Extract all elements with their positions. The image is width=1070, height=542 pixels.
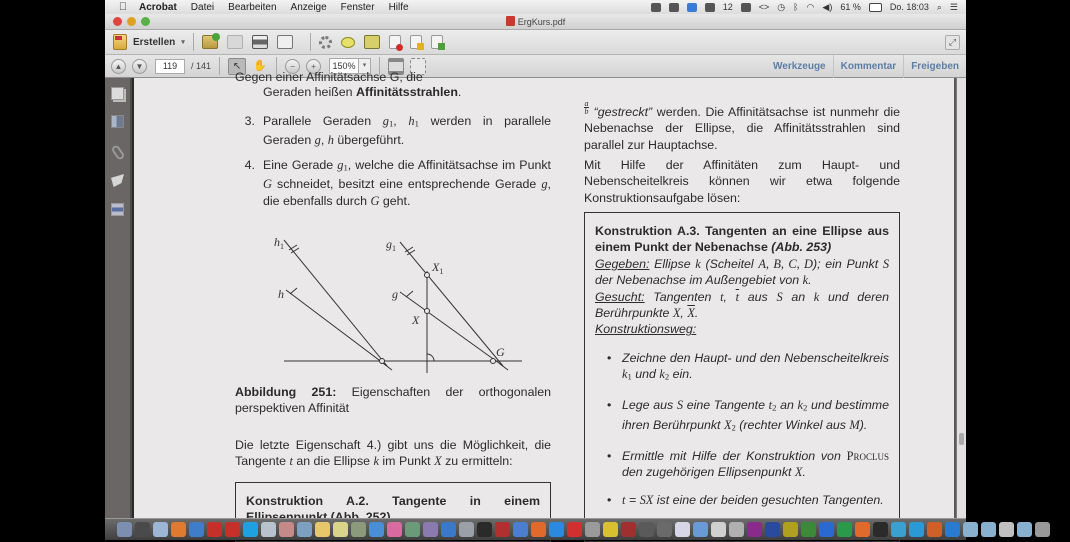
create-pdf-icon [113, 34, 127, 50]
task-pane-links [766, 55, 966, 78]
sought-line [595, 289, 889, 322]
attachments-icon[interactable] [110, 144, 125, 161]
list-number: 3. [244, 114, 255, 128]
dock-app-icon[interactable] [621, 522, 636, 537]
document-view[interactable] [134, 70, 956, 518]
list-item-4 [235, 157, 551, 209]
toolbar-divider [219, 57, 220, 75]
text: . [457, 85, 462, 99]
dock-app-icon[interactable] [279, 522, 294, 537]
next-page-button[interactable]: ▼ [132, 59, 147, 74]
open-file-icon[interactable] [202, 35, 218, 49]
dock-app-icon[interactable] [729, 522, 744, 537]
dock-app-icon[interactable] [765, 522, 780, 537]
dock-app-icon[interactable] [243, 522, 258, 537]
label-g1: $g_1$ [386, 237, 396, 253]
menu-hilfe[interactable]: Hilfe [388, 1, 409, 13]
signatures-icon[interactable] [111, 174, 124, 187]
chevron-down-icon: ▾ [181, 39, 185, 46]
menu-anzeige[interactable]: Anzeige [290, 1, 327, 13]
dock-app-icon[interactable] [225, 522, 240, 537]
dock-app-icon[interactable] [171, 522, 186, 537]
dock-app-icon[interactable] [819, 522, 834, 537]
dock-app-icon[interactable] [837, 522, 852, 537]
list-item: • Zeichne den Haupt- und den Nebenscheitelkreis $k_1$ und $k_2$ ein. [595, 350, 889, 386]
code-icon[interactable]: <> [758, 2, 770, 12]
given-label: Gegeben: [595, 256, 650, 271]
gear-icon[interactable] [319, 36, 332, 49]
menu-bar [105, 0, 966, 14]
scrollbar-thumb[interactable] [959, 433, 964, 445]
toolbar-divider [193, 33, 194, 51]
window-title-text: ErgKurs.pdf [517, 17, 566, 27]
pdf-page [134, 70, 956, 518]
dock-app-icon[interactable] [585, 522, 600, 537]
app-tray-icon[interactable] [687, 3, 697, 12]
dock-app-icon[interactable] [783, 522, 798, 537]
apple-menu-icon[interactable] [117, 1, 129, 13]
dock-app-icon[interactable] [963, 522, 978, 537]
notification-center-icon[interactable]: ☰ [949, 1, 958, 12]
comment-icon[interactable] [341, 37, 355, 48]
dock-app-icon[interactable] [207, 522, 222, 537]
menu-bearbeiten[interactable]: Bearbeiten [228, 1, 277, 13]
dock-app-icon[interactable] [423, 522, 438, 537]
dock-app-icon[interactable] [117, 522, 132, 537]
dock-app-icon[interactable] [459, 522, 474, 537]
adobe-notification-count[interactable]: 12 [722, 2, 733, 12]
list-text: Eine Gerade $g_1$, welche die Affinitätsachse im Punkt G schneidet, besitzt eine entsprechende Gerade g, die ebenfalls durch G geht. [263, 158, 551, 208]
volume-icon[interactable]: ◀) [822, 1, 833, 12]
hand-tool-button[interactable]: ✋ [253, 60, 267, 72]
list-item-3 [235, 113, 551, 149]
term-bold: Affinitätsstrahlen [356, 85, 458, 99]
main-toolbar [105, 30, 966, 55]
dock-app-icon[interactable] [657, 522, 672, 537]
delete-page-icon[interactable] [389, 35, 401, 49]
battery-status[interactable]: 61 % [840, 2, 861, 12]
total-pages: / 141 [191, 61, 212, 71]
cut-off-text-line [235, 69, 551, 84]
spotlight-search-icon[interactable]: ⌕ [936, 1, 942, 12]
zoom-level-field[interactable]: 150% [329, 58, 359, 74]
tools-link[interactable]: Werkzeuge [773, 61, 826, 72]
dock-app-icon[interactable] [261, 522, 276, 537]
paragraph: Mit Hilfe der Affinitäten zum Haupt- und Nebenscheitelkreis können wir etwa folgende Konstruktionsaufgabe lösen: [584, 158, 900, 205]
denominator: b [584, 107, 589, 116]
list-text: Parallele Geraden $g_1$, $h_1$ werden in parallele Geraden g, h übergeführt. [263, 114, 552, 148]
list-number [235, 84, 263, 100]
dock-app-icon[interactable] [927, 522, 942, 537]
vertical-scrollbar[interactable] [956, 78, 966, 518]
label-X: X [412, 313, 420, 327]
construction-box-a3 [584, 212, 900, 542]
given-text: Ellipse k (Scheitel A, B, C, D); ein Punkt S der Nebenachse im Außengebiet von k. [595, 256, 890, 288]
figure-caption [235, 384, 551, 417]
dock-app-icon[interactable] [495, 522, 510, 537]
dock-app-icon[interactable] [1017, 522, 1032, 537]
construction-title [595, 223, 889, 256]
affinity-diagram [264, 228, 534, 378]
layers-icon[interactable] [111, 203, 124, 216]
dock-app-icon[interactable] [747, 522, 762, 537]
dock-app-icon[interactable] [801, 522, 816, 537]
comment-link[interactable]: Kommentar [833, 55, 904, 78]
expand-icon[interactable]: ⤢ [945, 35, 960, 50]
dock-app-icon[interactable] [351, 522, 366, 537]
window-title-bar [105, 14, 966, 30]
toolbar-divider [310, 33, 311, 51]
dock-app-icon[interactable] [675, 522, 690, 537]
sought-text: Tangenten t, $\overline{t}$ aus S an k und deren Berührpunkte X, $\overline{X}$. [595, 289, 889, 321]
method-label: Konstruktionsweg: [595, 322, 697, 337]
paragraph [584, 100, 900, 153]
caption-text: Eigenschaften der orthogonalen perspektiven Affinität [235, 385, 551, 416]
given-line [595, 256, 889, 289]
numerator: a [584, 99, 589, 108]
clock[interactable]: Do. 18:03 [889, 2, 929, 12]
dock-app-icon[interactable] [441, 522, 456, 537]
label-g: g [392, 287, 398, 301]
list-item-2-continued [235, 84, 551, 100]
dock-app-icon[interactable] [945, 522, 960, 537]
construction-title-text: Konstruktion A.3. Tangenten an eine Ellipse aus einem Punkt der Nebenachse [595, 224, 889, 255]
menu-datei[interactable]: Datei [190, 1, 215, 13]
email-icon[interactable] [277, 35, 293, 49]
dock-app-icon[interactable] [405, 522, 420, 537]
list-item: • t = SX ist eine der beiden gesuchten Tangenten. [595, 492, 889, 508]
zoom-out-button[interactable]: − [285, 59, 300, 74]
construction-steps [595, 350, 889, 509]
page-thumbnails-icon[interactable] [111, 87, 124, 100]
menu-app-name[interactable]: Acrobat [139, 1, 177, 13]
extract-page-icon[interactable] [410, 35, 422, 49]
dock-app-icon[interactable] [711, 522, 726, 537]
create-button[interactable] [113, 34, 185, 50]
paragraph-text: “gestreckt” werden. Die Affinitätsachse ist nunmehr die Nebenachse der Ellipse, die Affinitätsstrahlen sind parallel zur Hauptachse. [584, 105, 900, 152]
dock-app-icon[interactable] [387, 522, 402, 537]
dock-app-icon[interactable] [135, 522, 150, 537]
dock-app-icon[interactable] [189, 522, 204, 537]
dock-app-icon[interactable] [981, 522, 996, 537]
dock-app-icon[interactable] [477, 522, 492, 537]
figure-reference: (Abb. 253) [767, 240, 832, 255]
previous-page-button[interactable]: ▲ [111, 59, 126, 74]
dock-app-icon[interactable] [855, 522, 870, 537]
dock-app-icon[interactable] [567, 522, 582, 537]
select-tool-button[interactable]: ↖ [228, 58, 246, 75]
dock [105, 518, 966, 540]
k-app-icon[interactable] [669, 3, 679, 12]
dock-app-icon[interactable] [639, 522, 654, 537]
dock-app-icon[interactable] [513, 522, 528, 537]
dock-app-icon[interactable] [531, 522, 546, 537]
construction-title: Konstruktion A.2. Tangente in einem [246, 494, 540, 508]
cut-off-text: Gegen einer Affinitätsachse G, die [235, 70, 423, 84]
battery-icon[interactable] [869, 3, 882, 12]
window-title [105, 16, 966, 27]
zoom-in-button[interactable]: + [306, 59, 321, 74]
display-icon[interactable] [741, 3, 751, 12]
dock-app-icon[interactable] [693, 522, 708, 537]
affinity-figure [264, 228, 534, 378]
bookmarks-icon[interactable] [111, 115, 124, 128]
dock-app-icon[interactable] [297, 522, 312, 537]
label-h: h [278, 287, 284, 301]
navigation-pane [105, 78, 132, 518]
dock-app-icon[interactable] [153, 522, 168, 537]
list-number: 4. [244, 158, 255, 172]
dock-app-icon[interactable] [1035, 522, 1050, 537]
dropbox-icon[interactable] [651, 3, 661, 12]
wifi-icon[interactable]: ◠ [806, 1, 815, 12]
dock-app-icon[interactable] [909, 522, 924, 537]
share-link[interactable]: Freigeben [903, 55, 966, 78]
dock-app-icon[interactable] [549, 522, 564, 537]
list-item: • Ermittle mit Hilfe der Konstruktion von Proclus den zugehörigen Ellipsenpunkt X. [595, 448, 889, 481]
status-tray [651, 0, 958, 14]
caption-label: Abbildung 251: [235, 385, 337, 399]
label-h1: $h_1$ [274, 235, 284, 251]
insert-page-icon[interactable] [431, 35, 443, 49]
sign-icon[interactable] [364, 35, 380, 49]
pdf-file-icon [506, 16, 515, 26]
menu-fenster[interactable]: Fenster [340, 1, 375, 13]
list-item: • Lege aus S eine Tangente $t_2$ an $k_2$ und bestimme ihren Berührpunkt $X_2$ (rechter Winkel aus M). [595, 397, 889, 435]
save-icon[interactable] [227, 35, 243, 49]
time-machine-icon[interactable]: ◷ [777, 1, 786, 12]
print-icon[interactable] [252, 35, 268, 49]
sought-label: Gesucht: [595, 289, 645, 304]
page-number-input[interactable]: 119 [155, 59, 185, 74]
screen [105, 0, 966, 540]
text: Geraden heißen [263, 85, 356, 99]
create-label: Erstellen [133, 36, 176, 48]
paragraph: Die letzte Eigenschaft 4.) gibt uns die Möglichkeit, die Tangente t an die Ellipse k im Punkt X zu ermitteln: [235, 438, 551, 469]
bluetooth-icon[interactable]: ᛒ [793, 2, 799, 12]
dock-app-icon[interactable] [873, 522, 888, 537]
label-X1: $X_1$ [432, 260, 444, 276]
dock-app-icon[interactable] [369, 522, 384, 537]
method-line [595, 321, 889, 337]
cloud-icon[interactable] [705, 3, 715, 12]
dock-app-icon[interactable] [891, 522, 906, 537]
dock-app-icon[interactable] [603, 522, 618, 537]
dock-app-icon[interactable] [999, 522, 1014, 537]
dock-app-icon[interactable] [315, 522, 330, 537]
list-text [263, 84, 551, 100]
label-G: G [496, 345, 505, 359]
dock-app-icon[interactable] [333, 522, 348, 537]
zoom-dropdown-chevron-icon[interactable]: ▾ [359, 58, 371, 74]
